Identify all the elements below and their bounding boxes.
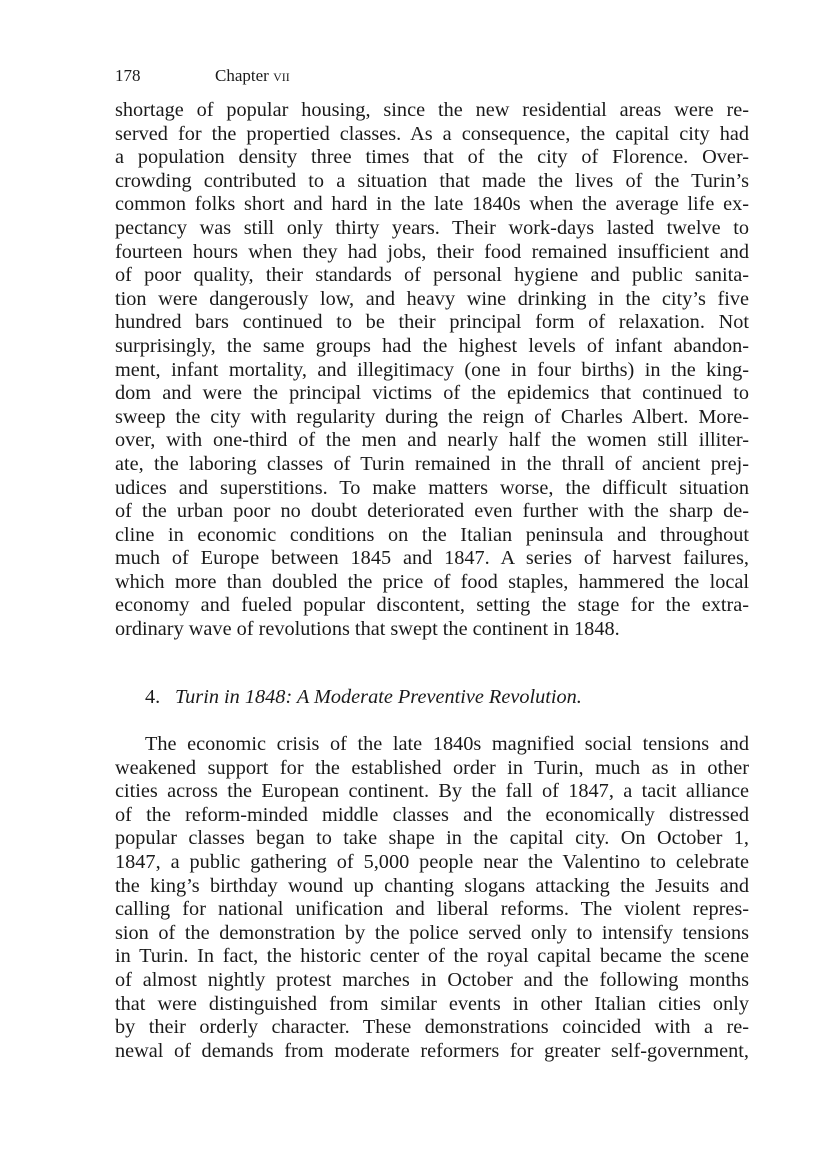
section-number: 4. bbox=[145, 686, 161, 708]
chapter-label bbox=[215, 64, 290, 88]
text-line: crowding contributed to a situation that made the lives of the Turin’s bbox=[115, 169, 749, 192]
text-line: served for the propertied classes. As a consequence, the capital city had bbox=[115, 122, 749, 145]
text-line: common folks short and hard in the late 1840s when the average life ex- bbox=[115, 193, 749, 216]
text-line: fourteen hours when they had jobs, their food remained insufficient and bbox=[115, 240, 749, 263]
text-line: popular classes began to take shape in the capital city. On October 1, bbox=[115, 827, 749, 850]
chapter-word: Chapter bbox=[215, 66, 269, 85]
text-line: 1847, a public gathering of 5,000 people near the Valentino to celebrate bbox=[115, 850, 749, 873]
text-line: calling for national unification and liberal reforms. The violent repres- bbox=[115, 898, 749, 921]
text-line: pectancy was still only thirty years. Their work-days lasted twelve to bbox=[115, 216, 749, 239]
text-line: sion of the demonstration by the police served only to intensify tensions bbox=[115, 921, 749, 944]
text-line: dom and were the principal victims of the epidemics that continued to bbox=[115, 382, 749, 405]
text-line: newal of demands from moderate reformers for greater self-government, bbox=[115, 1039, 749, 1062]
text-line: of almost nightly protest marches in October and the following months bbox=[115, 968, 749, 991]
paragraph-1 bbox=[115, 99, 749, 642]
text-line: The economic crisis of the late 1840s magnified social tensions and bbox=[145, 733, 749, 755]
text-line: surprisingly, the same groups had the highest levels of infant abandon- bbox=[115, 334, 749, 357]
text-line: cline in economic conditions on the Italian peninsula and throughout bbox=[115, 523, 749, 546]
text-line: economy and fueled popular discontent, setting the stage for the extra- bbox=[115, 594, 749, 617]
text-line: tion were dangerously low, and heavy wine drinking in the city’s five bbox=[115, 287, 749, 310]
text-line: over, with one-third of the men and nearly half the women still illiter- bbox=[115, 429, 749, 452]
text-line: of poor quality, their standards of personal hygiene and public sanita- bbox=[115, 264, 749, 287]
text-line: ate, the laboring classes of Turin remained in the thrall of ancient prej- bbox=[115, 452, 749, 475]
text-line: that were distinguished from similar events in other Italian cities only bbox=[115, 992, 749, 1015]
running-head bbox=[115, 64, 755, 88]
text-line: shortage of popular housing, since the new residential areas were re- bbox=[115, 99, 749, 121]
text-line: the king’s birthday wound up chanting slogans attacking the Jesuits and bbox=[115, 874, 749, 897]
text-line: weakened support for the established order in Turin, much as in other bbox=[115, 756, 749, 779]
text-line: ment, infant mortality, and illegitimacy (one in four births) in the king- bbox=[115, 358, 749, 381]
chapter-numeral: vii bbox=[273, 66, 290, 85]
text-line: much of Europe between 1845 and 1847. A series of harvest failures, bbox=[115, 547, 749, 570]
section-heading bbox=[145, 683, 745, 711]
text-line: cities across the European continent. By the fall of 1847, a tacit alliance bbox=[115, 780, 749, 803]
text-line: udices and superstitions. To make matters worse, the difficult situation bbox=[115, 476, 749, 499]
paragraph-2 bbox=[115, 733, 749, 1063]
page-number: 178 bbox=[115, 66, 141, 85]
text-line: in Turin. In fact, the historic center of the royal capital became the scene bbox=[115, 945, 749, 968]
text-line: of the reform-minded middle classes and the economically distressed bbox=[115, 803, 749, 826]
section-title: Turin in 1848: A Moderate Preventive Revolution. bbox=[175, 686, 582, 708]
text-line: of the urban poor no doubt deteriorated even further with the sharp de- bbox=[115, 500, 749, 523]
text-line: hundred bars continued to be their principal form of relaxation. Not bbox=[115, 311, 749, 334]
text-line: by their orderly character. These demonstrations coincided with a re- bbox=[115, 1016, 749, 1039]
text-line: which more than doubled the price of food staples, hammered the local bbox=[115, 570, 749, 593]
text-line: ordinary wave of revolutions that swept the continent in 1848. bbox=[115, 618, 620, 641]
text-line: a population density three times that of the city of Florence. Over- bbox=[115, 146, 749, 169]
text-line: sweep the city with regularity during the reign of Charles Albert. More- bbox=[115, 405, 749, 428]
